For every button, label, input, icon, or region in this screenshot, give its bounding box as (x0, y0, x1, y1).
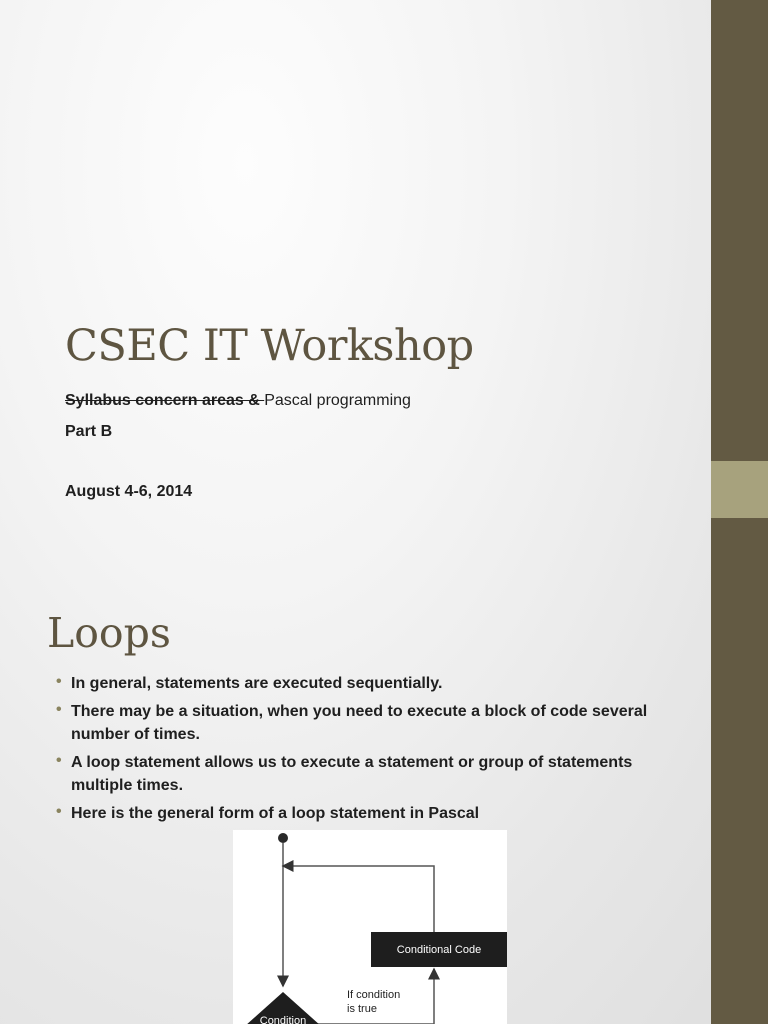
subtitle-struck-text: Syllabus concern areas & (65, 392, 265, 409)
condition-label: Condition (259, 1015, 307, 1024)
bullet-item (56, 672, 656, 695)
if-condition-label-line1: If condition (347, 989, 401, 1001)
flow-loop-back-connector (283, 866, 434, 932)
bullet-item (56, 802, 656, 825)
bullet-item (56, 700, 656, 746)
bullet-dot-icon: • (56, 673, 62, 690)
subtitle-text: Pascal programming (264, 392, 411, 409)
if-condition-label-line2: is true (347, 1003, 377, 1015)
bullet-dot-icon: • (56, 803, 62, 820)
subtitle-part: Part B (65, 423, 113, 440)
decorative-side-accent (711, 461, 768, 518)
conditional-code-label: Conditional Code (396, 944, 482, 956)
subtitle-date: August 4-6, 2014 (65, 483, 193, 500)
flow-start-node (278, 833, 288, 843)
bullet-item (56, 751, 656, 797)
subtitle-line (65, 390, 411, 412)
bullet-list (56, 672, 656, 830)
section-heading-loops: Loops (47, 609, 171, 657)
bullet-text: Here is the general form of a loop statement in Pascal (71, 805, 480, 822)
loop-flowchart (233, 830, 507, 1024)
bullet-text: There may be a situation, when you need to execute a block of code several number of times. (71, 703, 648, 743)
bullet-text: In general, statements are executed sequentially. (71, 675, 443, 692)
slide-title: CSEC IT Workshop (65, 321, 474, 371)
bullet-dot-icon: • (56, 752, 62, 769)
bullet-text: A loop statement allows us to execute a statement or group of statements multiple times. (71, 754, 633, 794)
bullet-dot-icon: • (56, 701, 62, 718)
